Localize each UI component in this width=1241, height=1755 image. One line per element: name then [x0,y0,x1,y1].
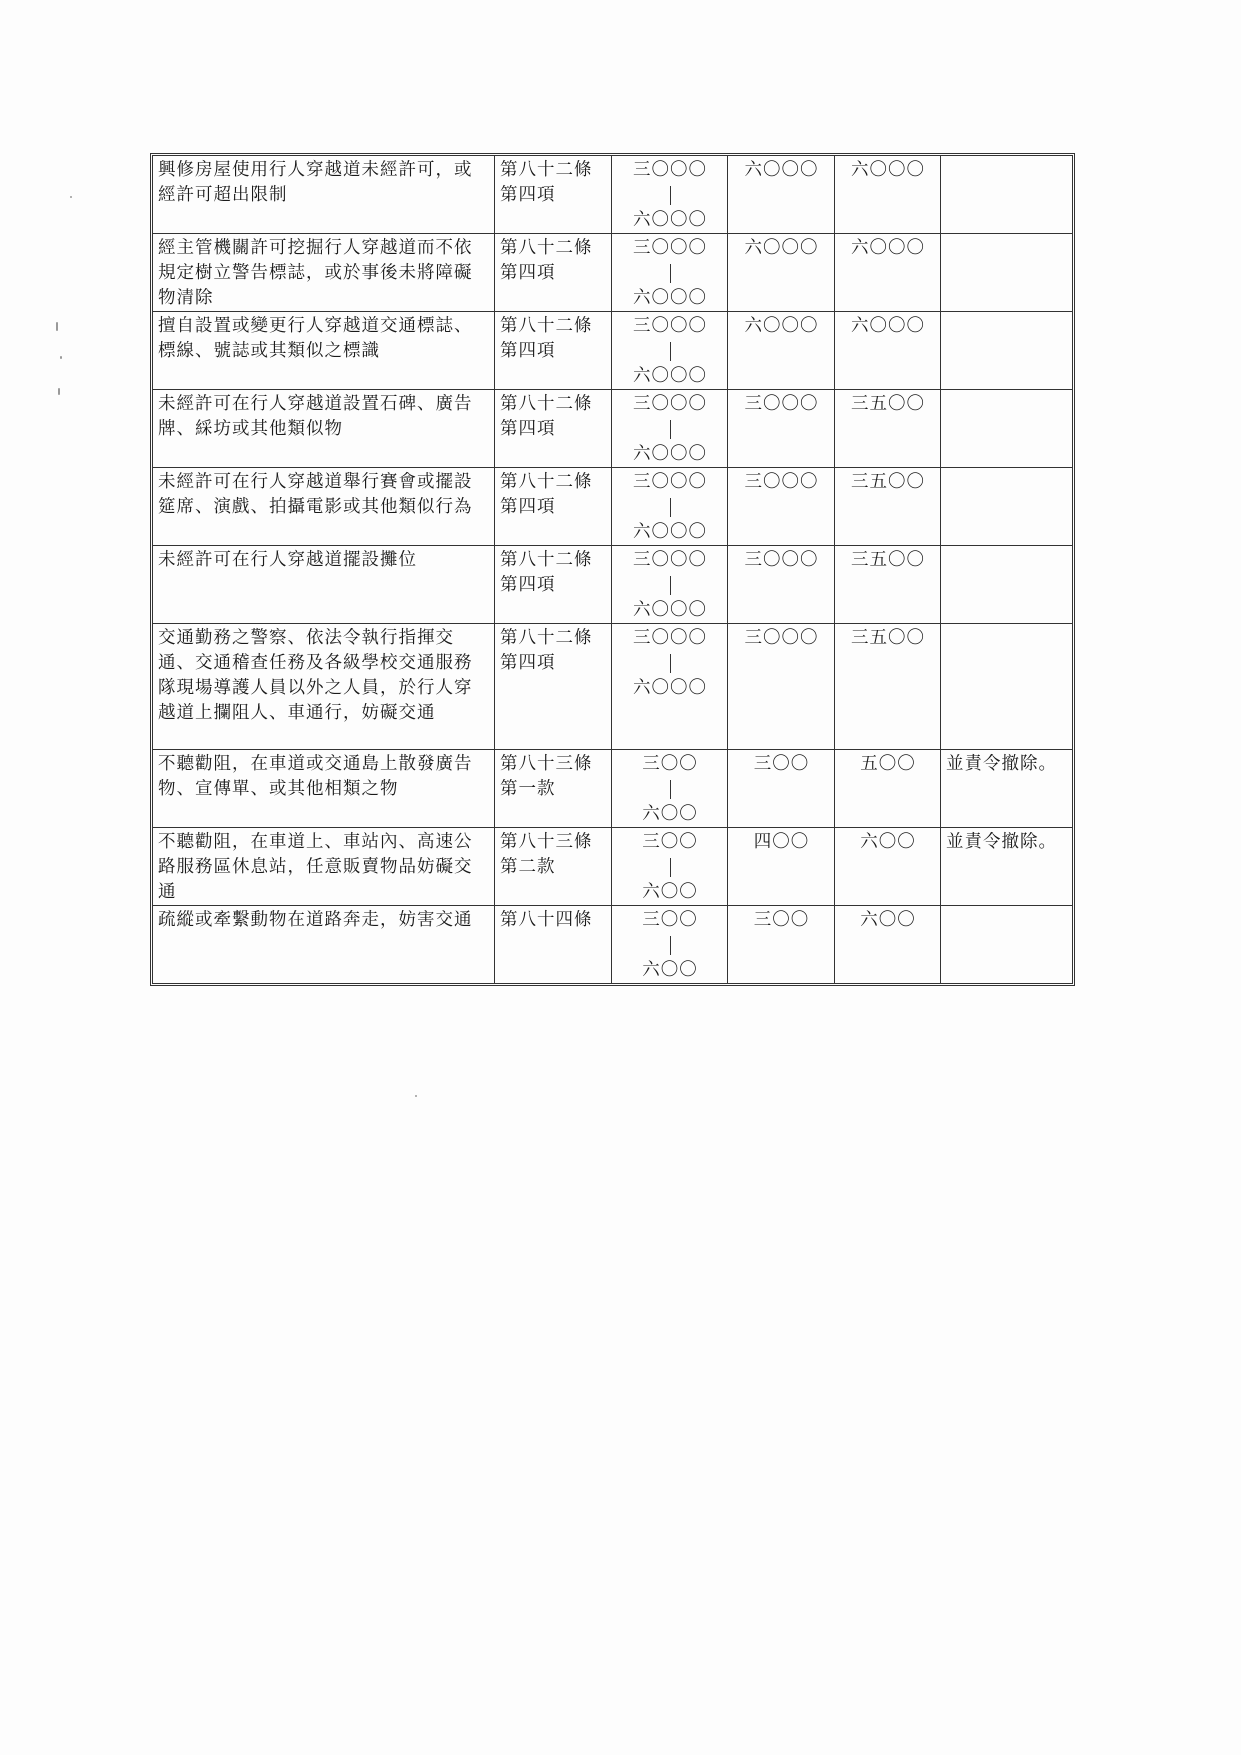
violation-description: 交通勤務之警察、依法令執行指揮交通、交通稽查任務及各級學校交通服務隊現場導護人員以外之人員，於行人穿越道上攔阻人、車通行，妨礙交通 [153,624,495,750]
table-row [153,750,1072,828]
scan-speck [58,388,60,395]
fine-amount-b: 六〇〇〇 [835,312,941,390]
table-row [153,390,1072,468]
legal-article: 第八十二條 第四項 [495,390,612,468]
scan-speck [56,322,58,331]
fine-amount-a: 三〇〇〇 [728,624,835,750]
legal-article: 第八十二條 第四項 [495,624,612,750]
legal-article: 第八十三條 第一款 [495,750,612,828]
table-row [153,828,1072,906]
fine-amount-a: 三〇〇〇 [728,390,835,468]
fine-amount-b: 三五〇〇 [835,390,941,468]
remarks [941,906,1072,983]
fine-range [612,906,728,983]
scan-speck [70,196,72,198]
violation-description: 不聽勸阻，在車道或交通島上散發廣告物、宣傳單、或其他相類之物 [153,750,495,828]
violation-description: 未經許可在行人穿越道舉行賽會或擺設筵席、演戲、拍攝電影或其他類似行為 [153,468,495,546]
violation-description: 不聽勸阻，在車道上、車站內、高速公路服務區休息站，任意販賣物品妨礙交通 [153,828,495,906]
table-row [153,546,1072,624]
fine-range-low: 三〇〇〇 [633,316,707,336]
violation-description: 未經許可在行人穿越道設置石碑、廣告牌、綵坊或其他類似物 [153,390,495,468]
legal-article: 第八十二條 第四項 [495,546,612,624]
range-separator [670,576,671,595]
range-separator [670,858,671,877]
legal-article: 第八十四條 [495,906,612,983]
range-separator [670,936,671,955]
range-separator [670,420,671,439]
fine-amount-b: 三五〇〇 [835,624,941,750]
remarks [941,390,1072,468]
fine-schedule-table [150,153,1075,986]
fine-amount-b: 六〇〇 [835,906,941,983]
fine-range-low: 三〇〇〇 [633,160,707,180]
fine-amount-a: 三〇〇〇 [728,468,835,546]
fine-range-high: 六〇〇〇 [633,288,707,308]
remarks [941,156,1072,234]
fine-range-low: 三〇〇〇 [633,472,707,492]
fine-amount-a: 三〇〇 [728,750,835,828]
fine-range-low: 三〇〇〇 [633,550,707,570]
remarks [941,624,1072,750]
fine-amount-b: 三五〇〇 [835,546,941,624]
fine-amount-a: 六〇〇〇 [728,312,835,390]
fine-amount-b: 六〇〇 [835,828,941,906]
legal-article: 第八十二條 第四項 [495,234,612,312]
fine-range [612,156,728,234]
fine-amount-a: 三〇〇〇 [728,546,835,624]
fine-range-low: 三〇〇 [642,754,698,774]
fine-range-high: 六〇〇 [642,804,698,824]
fine-amount-a: 六〇〇〇 [728,156,835,234]
remarks [941,234,1072,312]
violation-description: 擅自設置或變更行人穿越道交通標誌、標線、號誌或其類似之標識 [153,312,495,390]
fine-amount-b: 六〇〇〇 [835,156,941,234]
legal-article: 第八十三條 第二款 [495,828,612,906]
fine-range-high: 六〇〇 [642,960,698,980]
remarks: 並責令撤除。 [941,828,1072,906]
table-row [153,234,1072,312]
range-separator [670,498,671,517]
table-row [153,312,1072,390]
remarks [941,468,1072,546]
fine-range-low: 三〇〇 [642,910,698,930]
legal-article: 第八十二條 第四項 [495,468,612,546]
remarks: 並責令撤除。 [941,750,1072,828]
fine-range [612,390,728,468]
fine-amount-b: 五〇〇 [835,750,941,828]
range-separator [670,264,671,283]
scan-speck [60,356,62,359]
range-separator [670,342,671,361]
fine-range-low: 三〇〇〇 [633,238,707,258]
fine-range-low: 三〇〇 [642,832,698,852]
fine-range-high: 六〇〇〇 [633,444,707,464]
fine-amount-a: 四〇〇 [728,828,835,906]
range-separator [670,186,671,205]
fine-range [612,312,728,390]
scan-speck [415,1095,417,1097]
fine-range-low: 三〇〇〇 [633,628,707,648]
table-row [153,156,1072,234]
legal-article: 第八十二條 第四項 [495,312,612,390]
fine-amount-b: 三五〇〇 [835,468,941,546]
fine-range [612,468,728,546]
table-row [153,624,1072,750]
fine-range-high: 六〇〇 [642,882,698,902]
remarks [941,312,1072,390]
violation-description: 興修房屋使用行人穿越道未經許可，或經許可超出限制 [153,156,495,234]
fine-range-high: 六〇〇〇 [633,366,707,386]
fine-amount-a: 六〇〇〇 [728,234,835,312]
fine-range-high: 六〇〇〇 [633,600,707,620]
violation-description: 經主管機關許可挖掘行人穿越道而不依規定樹立警告標誌，或於事後未將障礙物清除 [153,234,495,312]
remarks [941,546,1072,624]
fine-range-high: 六〇〇〇 [633,210,707,230]
fine-range [612,234,728,312]
legal-article: 第八十二條 第四項 [495,156,612,234]
range-separator [670,654,671,673]
violation-description: 疏縱或牽繫動物在道路奔走，妨害交通 [153,906,495,983]
table-row [153,906,1072,983]
range-separator [670,780,671,799]
fine-range [612,750,728,828]
fine-range-low: 三〇〇〇 [633,394,707,414]
fine-range-high: 六〇〇〇 [633,678,707,698]
table-row [153,468,1072,546]
fine-range [612,624,728,750]
fine-range-high: 六〇〇〇 [633,522,707,542]
fine-amount-b: 六〇〇〇 [835,234,941,312]
fine-range [612,828,728,906]
fine-amount-a: 三〇〇 [728,906,835,983]
violation-description: 未經許可在行人穿越道擺設攤位 [153,546,495,624]
fine-range [612,546,728,624]
